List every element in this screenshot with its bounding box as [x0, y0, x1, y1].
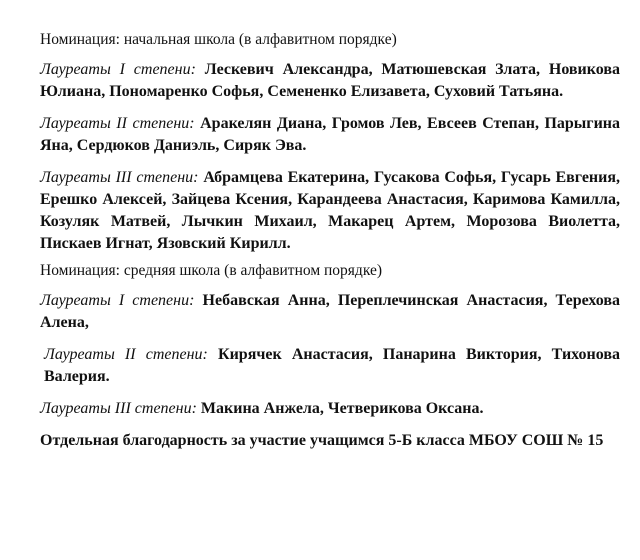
middle-first-degree: [40, 290, 620, 334]
nomination-middle-school: Номинация: средняя школа (в алфавитном порядке): [40, 262, 383, 279]
middle-first-degree-names: Небавская Анна, Переплечинская Анастасия, Терехова Алена,: [40, 292, 621, 331]
primary-second-degree-label: Лауреаты II степени:: [40, 115, 195, 132]
primary-first-degree-names: Лескевич Александра, Матюшевская Злата, Новикова Юлиана, Пономаренко Софья, Семененко Елизавета, Суховий Татьяна.: [40, 61, 621, 100]
primary-second-degree: [40, 113, 620, 157]
middle-second-degree-label: Лауреаты II степени:: [44, 346, 208, 363]
middle-first-degree-label: Лауреаты I степени:: [40, 292, 195, 309]
middle-second-degree: [40, 344, 620, 388]
middle-third-degree: [40, 398, 620, 420]
middle-third-degree-names: Макина Анжела, Четверикова Оксана.: [200, 400, 484, 417]
primary-second-degree-names: Аракелян Диана, Громов Лев, Евсеев Степан, Парыгина Яна, Сердюков Даниэль, Сиряк Эва.: [40, 115, 621, 154]
primary-third-degree: [40, 167, 620, 255]
primary-third-degree-names: Абрамцева Екатерина, Гусакова Софья, Гусарь Евгения, Ерешко Алексей, Зайцева Ксения, Карандеева Анастасия, Каримова Камилла, Козуляк Матвей, Лычкин Михаил, Макарец Артем, Морозова Виолетта, Пискаев Игнат, Язовский Кирилл.: [40, 169, 621, 252]
document-page: [40, 30, 620, 452]
middle-third-degree-label: Лауреаты III степени:: [40, 400, 197, 417]
nomination-primary-school: Номинация: начальная школа (в алфавитном порядке): [40, 31, 397, 48]
middle-second-degree-names: Кирячек Анастасия, Панарина Виктория, Тихонова Валерия.: [44, 346, 621, 385]
primary-first-degree: [40, 59, 620, 103]
primary-third-degree-label: Лауреаты III степени:: [40, 169, 199, 186]
primary-first-degree-label: Лауреаты I степени:: [40, 61, 196, 78]
thanks-note: Отдельная благодарность за участие учащимся 5-Б класса МБОУ СОШ № 15: [40, 432, 604, 449]
